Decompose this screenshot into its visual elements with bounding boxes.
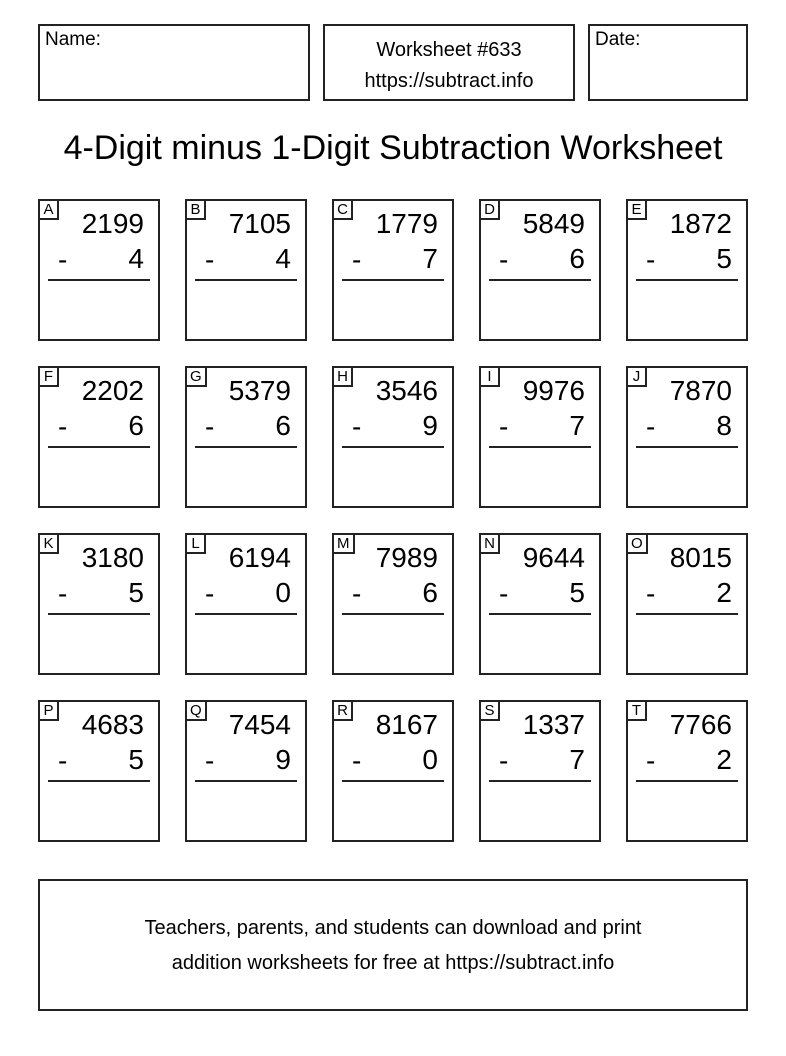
date-field-box bbox=[588, 24, 748, 101]
problem-card bbox=[38, 199, 160, 341]
subtrahend: 6 bbox=[128, 410, 144, 441]
problem-card bbox=[38, 366, 160, 508]
minus-sign: - bbox=[499, 411, 509, 442]
answer-line bbox=[342, 780, 444, 782]
worksheet-number: Worksheet #633 bbox=[376, 39, 522, 61]
problem-card bbox=[38, 700, 160, 842]
minus-sign: - bbox=[58, 745, 68, 776]
answer-line bbox=[195, 780, 297, 782]
minuend: 2202 bbox=[81, 375, 144, 406]
minus-sign: - bbox=[205, 411, 215, 442]
minuend: 5849 bbox=[522, 208, 585, 239]
problem-card bbox=[332, 366, 454, 508]
problem-label: R bbox=[334, 702, 353, 721]
problem-card bbox=[332, 700, 454, 842]
subtrahend: 9 bbox=[275, 744, 291, 775]
page-title: 4-Digit minus 1-Digit Subtraction Worksheet bbox=[63, 129, 723, 167]
subtrahend: 2 bbox=[716, 577, 732, 608]
minus-sign: - bbox=[58, 578, 68, 609]
worksheet-url: https://subtract.info bbox=[364, 70, 534, 92]
subtrahend: 5 bbox=[569, 577, 585, 608]
footer-box bbox=[38, 879, 748, 1011]
minuend: 3546 bbox=[375, 375, 438, 406]
problem-label: P bbox=[40, 702, 59, 721]
minus-sign: - bbox=[58, 411, 68, 442]
subtrahend: 2 bbox=[716, 744, 732, 775]
minuend: 8167 bbox=[375, 709, 438, 740]
problem-label: Q bbox=[187, 702, 207, 721]
subtrahend: 5 bbox=[128, 744, 144, 775]
subtrahend: 4 bbox=[275, 243, 291, 274]
answer-line bbox=[48, 446, 150, 448]
answer-line bbox=[342, 613, 444, 615]
minus-sign: - bbox=[205, 244, 215, 275]
minus-sign: - bbox=[646, 411, 656, 442]
minuend: 7989 bbox=[375, 542, 438, 573]
footer-line-2: addition worksheets for free at https://subtract.info bbox=[171, 952, 615, 974]
answer-line bbox=[636, 446, 738, 448]
minuend: 5379 bbox=[228, 375, 291, 406]
footer-line-1: Teachers, parents, and students can download and print bbox=[144, 917, 642, 939]
problem-label: N bbox=[481, 535, 500, 554]
minus-sign: - bbox=[205, 745, 215, 776]
answer-line bbox=[48, 279, 150, 281]
subtrahend: 7 bbox=[569, 744, 585, 775]
problem-label: I bbox=[481, 368, 500, 387]
minuend: 1872 bbox=[669, 208, 732, 239]
problem-label: T bbox=[628, 702, 647, 721]
subtrahend: 0 bbox=[422, 744, 438, 775]
problem-label: O bbox=[628, 535, 648, 554]
subtrahend: 5 bbox=[128, 577, 144, 608]
problem-label: A bbox=[40, 201, 59, 220]
answer-line bbox=[48, 613, 150, 615]
problem-label: H bbox=[334, 368, 353, 387]
name-label: Name: bbox=[45, 29, 101, 50]
problem-label: F bbox=[40, 368, 59, 387]
minus-sign: - bbox=[58, 244, 68, 275]
problem-card bbox=[185, 366, 307, 508]
problem-label: B bbox=[187, 201, 206, 220]
answer-line bbox=[489, 780, 591, 782]
problem-label: D bbox=[481, 201, 500, 220]
minuend: 7105 bbox=[228, 208, 291, 239]
problem-card bbox=[479, 533, 601, 675]
problem-card bbox=[185, 700, 307, 842]
subtrahend: 6 bbox=[569, 243, 585, 274]
minus-sign: - bbox=[352, 244, 362, 275]
minuend: 6194 bbox=[228, 542, 291, 573]
minuend: 7454 bbox=[228, 709, 291, 740]
worksheet-info-box bbox=[323, 24, 575, 101]
answer-line bbox=[342, 279, 444, 281]
problem-label: S bbox=[481, 702, 500, 721]
answer-line bbox=[489, 446, 591, 448]
answer-line bbox=[636, 780, 738, 782]
problem-label: J bbox=[628, 368, 647, 387]
minus-sign: - bbox=[352, 578, 362, 609]
subtrahend: 6 bbox=[422, 577, 438, 608]
problem-label: E bbox=[628, 201, 647, 220]
problem-card bbox=[479, 366, 601, 508]
name-field-box bbox=[38, 24, 310, 101]
minus-sign: - bbox=[499, 745, 509, 776]
problem-label: G bbox=[187, 368, 207, 387]
problem-label: C bbox=[334, 201, 353, 220]
date-label: Date: bbox=[595, 29, 641, 50]
subtrahend: 9 bbox=[422, 410, 438, 441]
subtrahend: 6 bbox=[275, 410, 291, 441]
minuend: 1337 bbox=[522, 709, 585, 740]
minuend: 7870 bbox=[669, 375, 732, 406]
minuend: 1779 bbox=[375, 208, 438, 239]
minuend: 8015 bbox=[669, 542, 732, 573]
minuend: 2199 bbox=[81, 208, 144, 239]
problem-label: L bbox=[187, 535, 206, 554]
minus-sign: - bbox=[646, 244, 656, 275]
problem-card bbox=[38, 533, 160, 675]
problem-card bbox=[332, 199, 454, 341]
subtrahend: 7 bbox=[569, 410, 585, 441]
answer-line bbox=[195, 613, 297, 615]
answer-line bbox=[636, 279, 738, 281]
minuend: 3180 bbox=[81, 542, 144, 573]
problem-card bbox=[185, 199, 307, 341]
minuend: 4683 bbox=[81, 709, 144, 740]
answer-line bbox=[489, 279, 591, 281]
problem-label: M bbox=[334, 535, 355, 554]
minus-sign: - bbox=[646, 578, 656, 609]
minuend: 7766 bbox=[669, 709, 732, 740]
subtrahend: 0 bbox=[275, 577, 291, 608]
minuend: 9644 bbox=[522, 542, 585, 573]
minus-sign: - bbox=[205, 578, 215, 609]
problem-card bbox=[332, 533, 454, 675]
problem-card bbox=[626, 700, 748, 842]
subtrahend: 8 bbox=[716, 410, 732, 441]
answer-line bbox=[342, 446, 444, 448]
problem-label: K bbox=[40, 535, 59, 554]
answer-line bbox=[195, 446, 297, 448]
minus-sign: - bbox=[646, 745, 656, 776]
problem-card bbox=[479, 199, 601, 341]
answer-line bbox=[48, 780, 150, 782]
subtrahend: 5 bbox=[716, 243, 732, 274]
problem-card bbox=[185, 533, 307, 675]
answer-line bbox=[195, 279, 297, 281]
problem-card bbox=[479, 700, 601, 842]
subtrahend: 7 bbox=[422, 243, 438, 274]
problem-card bbox=[626, 366, 748, 508]
problem-card bbox=[626, 533, 748, 675]
minus-sign: - bbox=[352, 411, 362, 442]
problem-card bbox=[626, 199, 748, 341]
minus-sign: - bbox=[499, 578, 509, 609]
minuend: 9976 bbox=[522, 375, 585, 406]
answer-line bbox=[636, 613, 738, 615]
answer-line bbox=[489, 613, 591, 615]
subtrahend: 4 bbox=[128, 243, 144, 274]
minus-sign: - bbox=[499, 244, 509, 275]
minus-sign: - bbox=[352, 745, 362, 776]
